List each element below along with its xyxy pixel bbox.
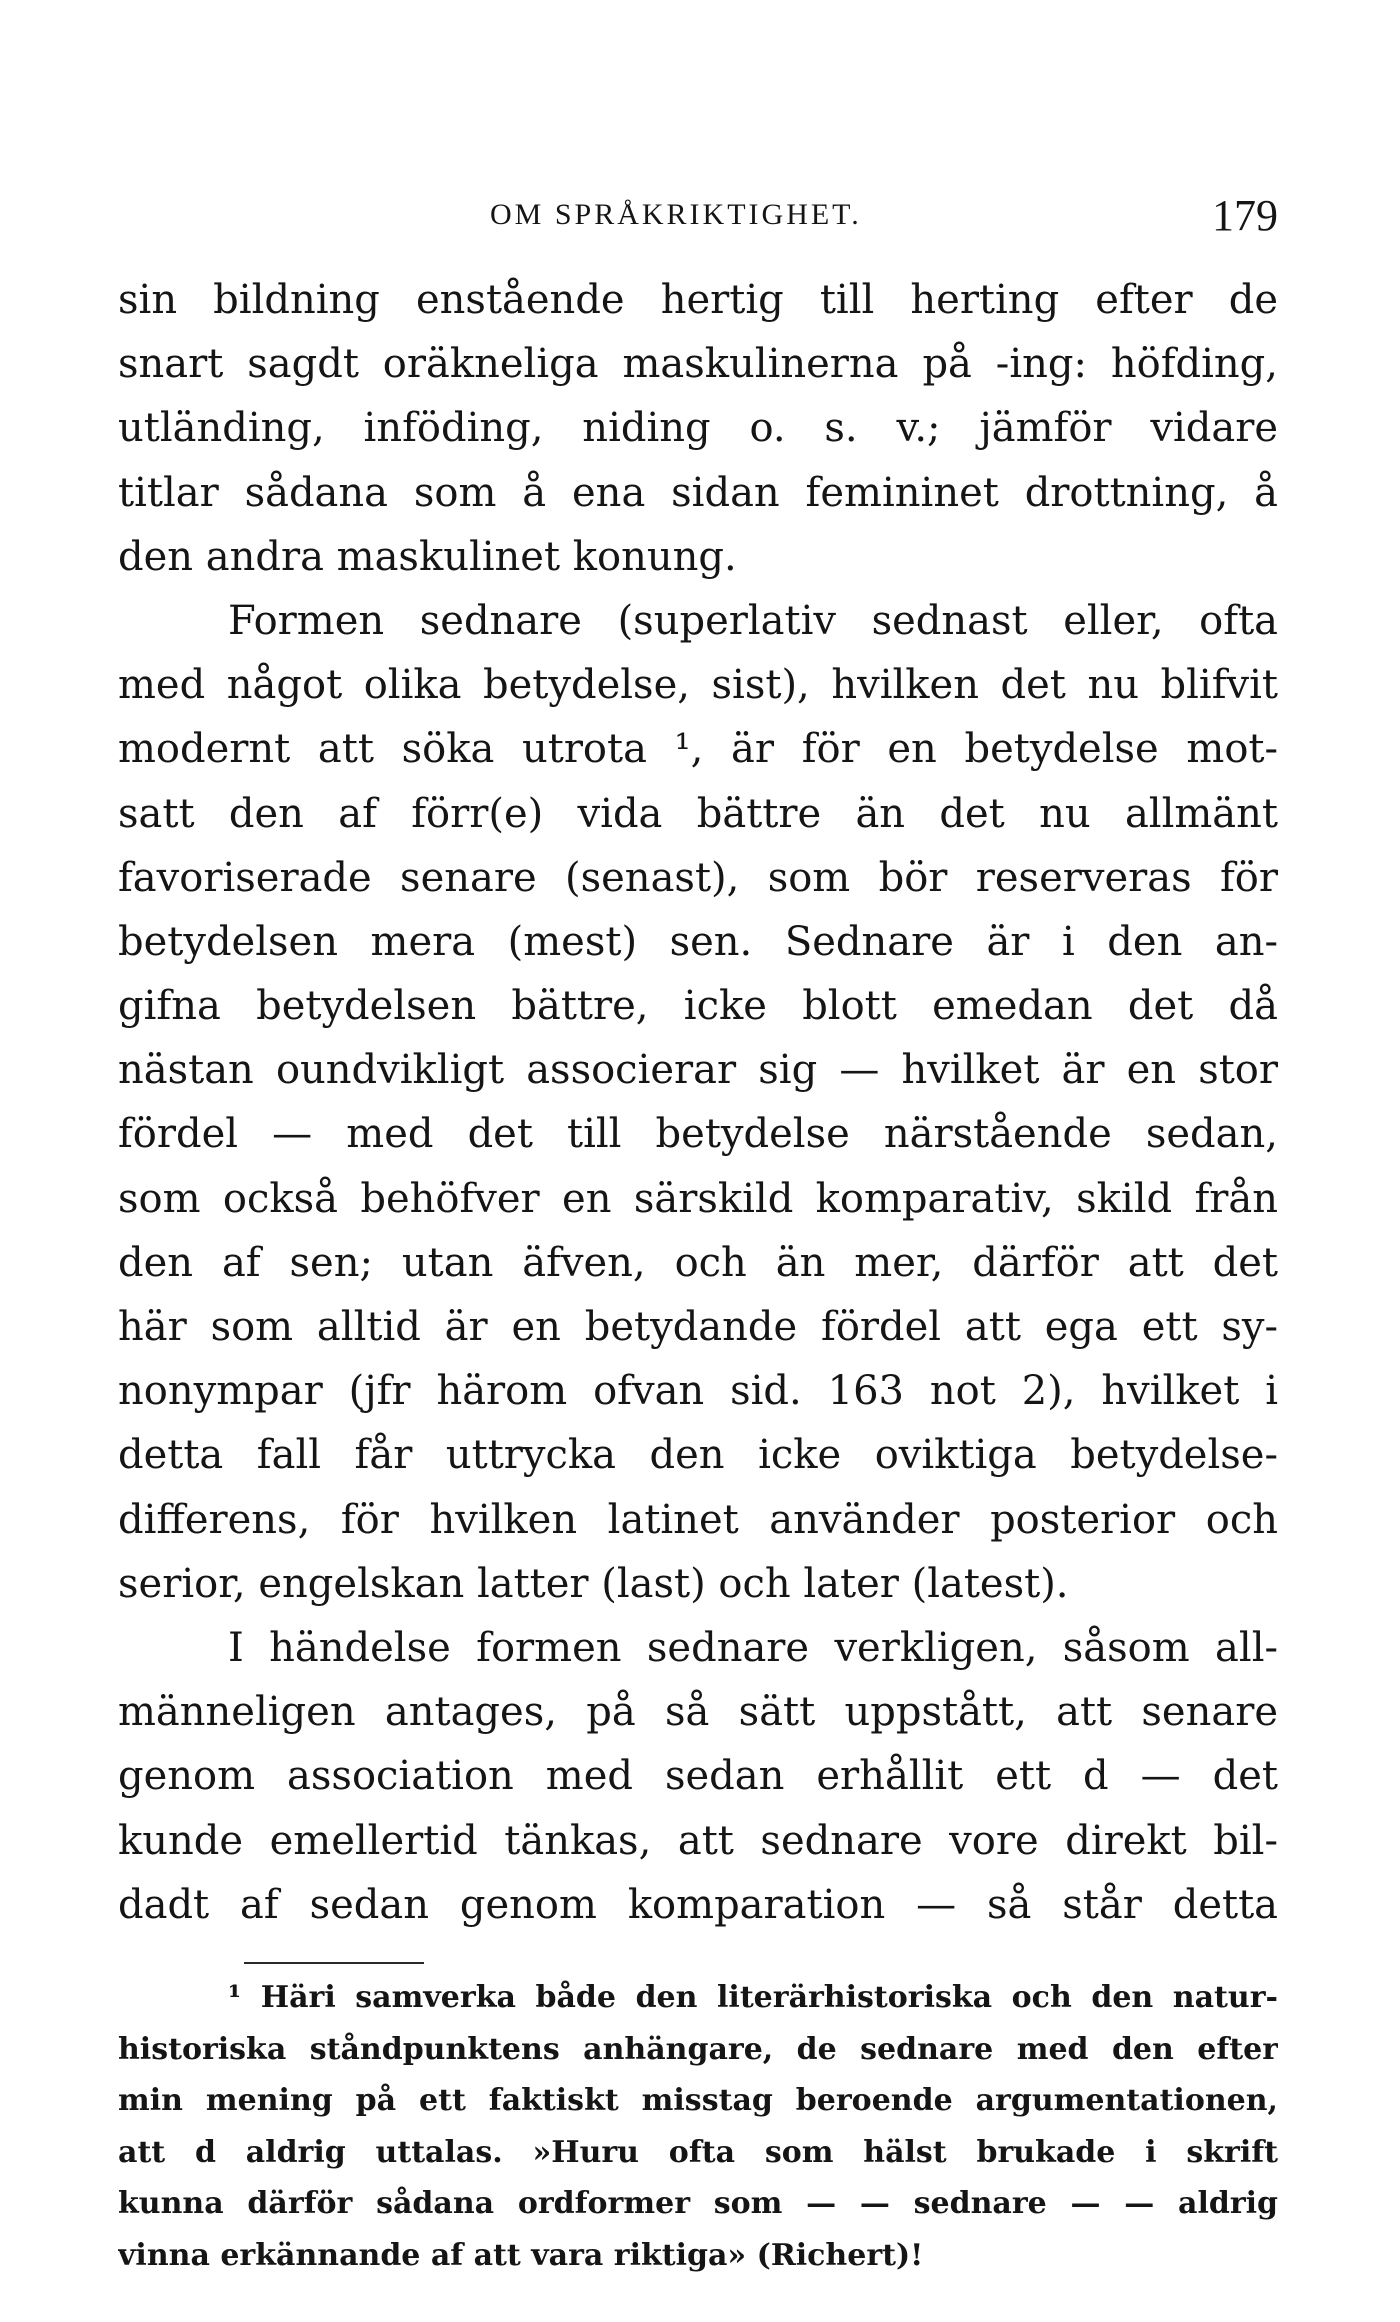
text-line: favoriserade senare (senast), som bör reserveras för (118, 854, 1278, 901)
text-line: fördel — med det till betydelse närstående sedan, (118, 1111, 1278, 1158)
text-line: genom association med sedan erhållit ett d — det (118, 1753, 1278, 1800)
text-line: modernt att söka utrota ¹, är för en betydelse mot- (118, 726, 1278, 773)
body-text (118, 268, 1278, 1937)
text-line: utländing, inföding, niding o. s. v.; jämför vidare (118, 405, 1278, 452)
footnote-line: att d aldrig uttalas. »Huru ofta som hälst brukade i skrift (118, 2134, 1278, 2170)
text-line: titlar sådana som å ena sidan femininet drottning, å (118, 469, 1278, 516)
text-line: den af sen; utan äfven, och än mer, därför att det (118, 1239, 1278, 1286)
text-line: betydelsen mera (mest) sen. Sednare är i den an- (118, 918, 1278, 965)
text-line: med något olika betydelse, sist), hvilken det nu blifvit (118, 662, 1278, 709)
text-line: gifna betydelsen bättre, icke blott emedan det då (118, 983, 1278, 1030)
footnote-line: ¹ Häri samverka både den literärhistoriska och den natur- (228, 1980, 1278, 2015)
text-line: kunde emellertid tänkas, att sednare vore direkt bil- (118, 1817, 1278, 1864)
text-line: Formen sednare (superlativ sednast eller, ofta (228, 597, 1278, 644)
text-line: dadt af sedan genom komparation — så står detta (118, 1881, 1278, 1928)
footnote-line: min mening på ett faktiskt misstag beroende argumentationen, (118, 2083, 1278, 2118)
text-line: I händelse formen sednare verkligen, såsom all- (228, 1624, 1278, 1671)
running-head (118, 190, 1278, 250)
text-line: sin bildning enstående hertig till herting efter de (118, 277, 1278, 323)
text-line: snart sagdt oräkneliga maskulinerna på -ing: höfding, (118, 341, 1278, 388)
text-line: nästan oundvikligt associerar sig — hvilket är en stor (118, 1047, 1278, 1094)
text-line: serior, engelskan latter (last) och later (latest). (118, 1560, 1069, 1607)
page-number: 179 (1212, 191, 1278, 240)
running-title: OM SPRÅKRIKTIGHET. (490, 198, 862, 231)
footnote-line: historiska ståndpunktens anhängare, de sednare med den efter (118, 2031, 1278, 2067)
footnote-rule (244, 1962, 424, 1964)
text-line: här som alltid är en betydande fördel att ega ett sy- (118, 1304, 1278, 1350)
text-line: som också behöfver en särskild komparativ, skild från (118, 1175, 1278, 1222)
text-line: differens, för hvilken latinet använder posterior och (118, 1496, 1278, 1543)
text-line: satt den af förr(e) vida bättre än det nu allmänt (118, 790, 1278, 837)
text-line: detta fall får uttrycka den icke oviktiga betydelse- (118, 1432, 1278, 1479)
text-line: nonympar (jfr härom ofvan sid. 163 not 2), hvilket i (118, 1368, 1278, 1415)
text-line: männeligen antages, på så sätt uppstått, att senare (118, 1689, 1278, 1736)
footnote (118, 1972, 1278, 2281)
text-line: den andra maskulinet konung. (118, 533, 737, 580)
footnote-line: kunna därför sådana ordformer som — — sednare — — aldrig (118, 2186, 1278, 2221)
footnote-line: vinna erkännande af att vara riktiga» (Richert)! (118, 2237, 924, 2273)
